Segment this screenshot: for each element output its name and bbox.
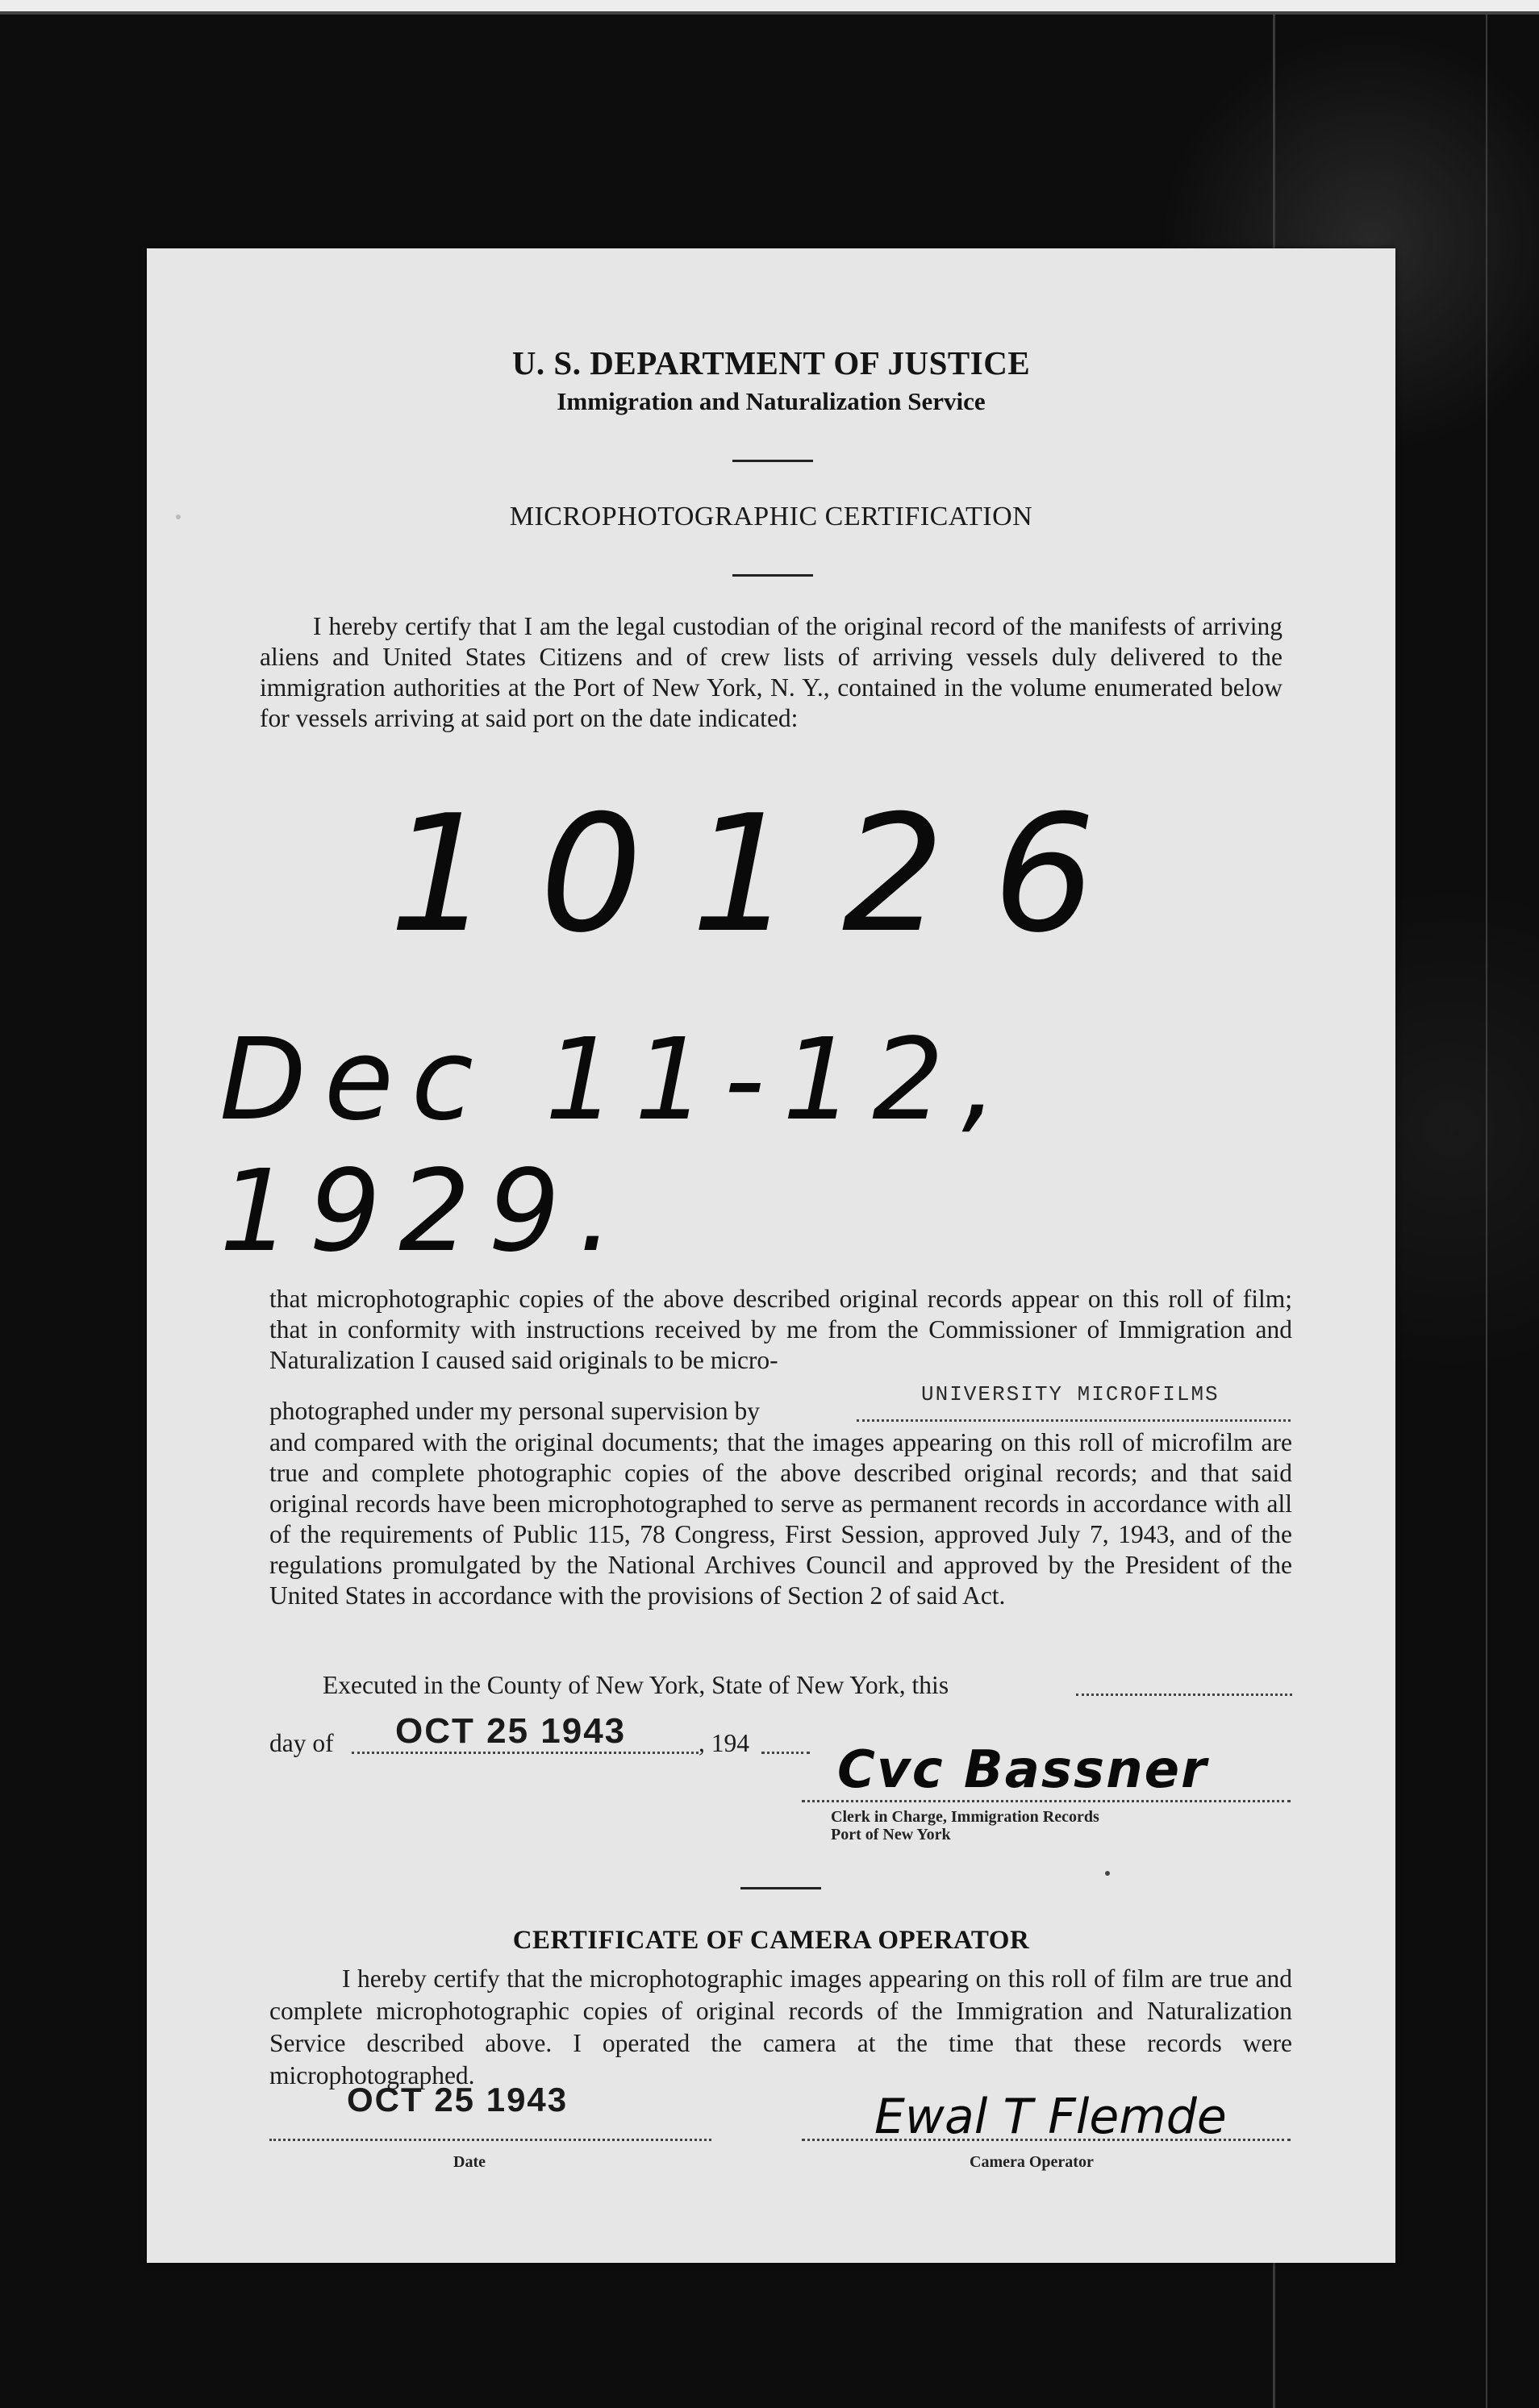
executed-text: Executed in the County of New York, State of New York, this — [323, 1671, 949, 1699]
clerk-title-line2: Port of New York — [831, 1826, 951, 1843]
operator-signature: Ewal T Flemde — [874, 2089, 1227, 2145]
day-of-label: day of — [269, 1729, 334, 1757]
department-heading: U. S. DEPARTMENT OF JUSTICE — [511, 344, 1031, 381]
intro-paragraph: I hereby certify that I am the legal custodian of the original record of the manifests of arriving aliens and United States Citizens and of crew lists of arriving vessels duly delivered to the immigration authorities at the Port of New York, N. Y., contained in the volume enumerated below for vessels arriving at said port on the date indicated: — [260, 612, 1282, 732]
executed-line — [1076, 1694, 1292, 1696]
year-line — [761, 1752, 810, 1754]
clerk-title-line1: Clerk in Charge, Immigration Records — [831, 1808, 1099, 1826]
handwritten-date-range: Dec 11-12, 1929. — [219, 1014, 1016, 1277]
service-subheading: Immigration and Naturalization Service — [557, 387, 986, 415]
photographed-by-label: photographed under my personal supervision by — [269, 1397, 761, 1425]
body-paragraph-end: and compared with the original documents; that the images appearing on this roll of microfilm are true and complete photographic copies of the above described original records; and that said original records have been microphotographed to serve as permanent records in accordance with all of the requirements of Public 115, 78 Congress, First Session, approved July 7, 1943, and of the regulations promulgated by the National Archives Council and approved by the President of the United States in accordance with the provisions of Section 2 of said Act. — [269, 1428, 1292, 1610]
operator-date-line — [269, 2139, 711, 2141]
body-paragraph-start: that microphotographic copies of the above described original records appear on this roll of film; that in conformity with instructions received by me from the Commissioner of Immigration and Naturalization I caused said originals to be micro- — [269, 1285, 1292, 1374]
divider — [732, 574, 813, 577]
day-of-date-stamp: OCT 25 1943 — [395, 1711, 627, 1751]
operator-date-label: Date — [453, 2153, 486, 2171]
operator-date-stamp: OCT 25 1943 — [347, 2081, 569, 2118]
certificate-page — [147, 248, 1395, 2263]
handwritten-volume-number: 10126 — [389, 781, 1145, 969]
operator-signature-line — [802, 2139, 1291, 2141]
photographed-by-line — [857, 1419, 1291, 1422]
divider — [732, 460, 813, 462]
film-edge-line — [0, 11, 1539, 15]
day-of-line — [352, 1752, 699, 1754]
operator-paragraph: I hereby certify that the microphotographic images appearing on this roll of film are true and complete microphotographic copies of original records of the Immigration and Naturalization Service described above. I operated the camera at the time that these records were microphotographed. — [269, 1964, 1292, 2089]
film-edge-line — [1486, 0, 1487, 2408]
paper-speck — [1105, 1871, 1110, 1876]
divider — [740, 1887, 821, 1889]
photographed-by-stamp: UNIVERSITY MICROFILMS — [921, 1382, 1220, 1406]
operator-certificate-title: CERTIFICATE OF CAMERA OPERATOR — [512, 1926, 1030, 1955]
certification-title: MICROPHOTOGRAPHIC CERTIFICATION — [509, 502, 1033, 531]
film-edge-line — [0, 0, 1539, 11]
clerk-signature: Cvc Bassner — [837, 1740, 1208, 1800]
camera-operator-label: Camera Operator — [970, 2153, 1094, 2171]
clerk-signature-line — [802, 1800, 1291, 1802]
year-prefix: , 194 — [699, 1729, 749, 1757]
paper-speck — [176, 515, 181, 519]
